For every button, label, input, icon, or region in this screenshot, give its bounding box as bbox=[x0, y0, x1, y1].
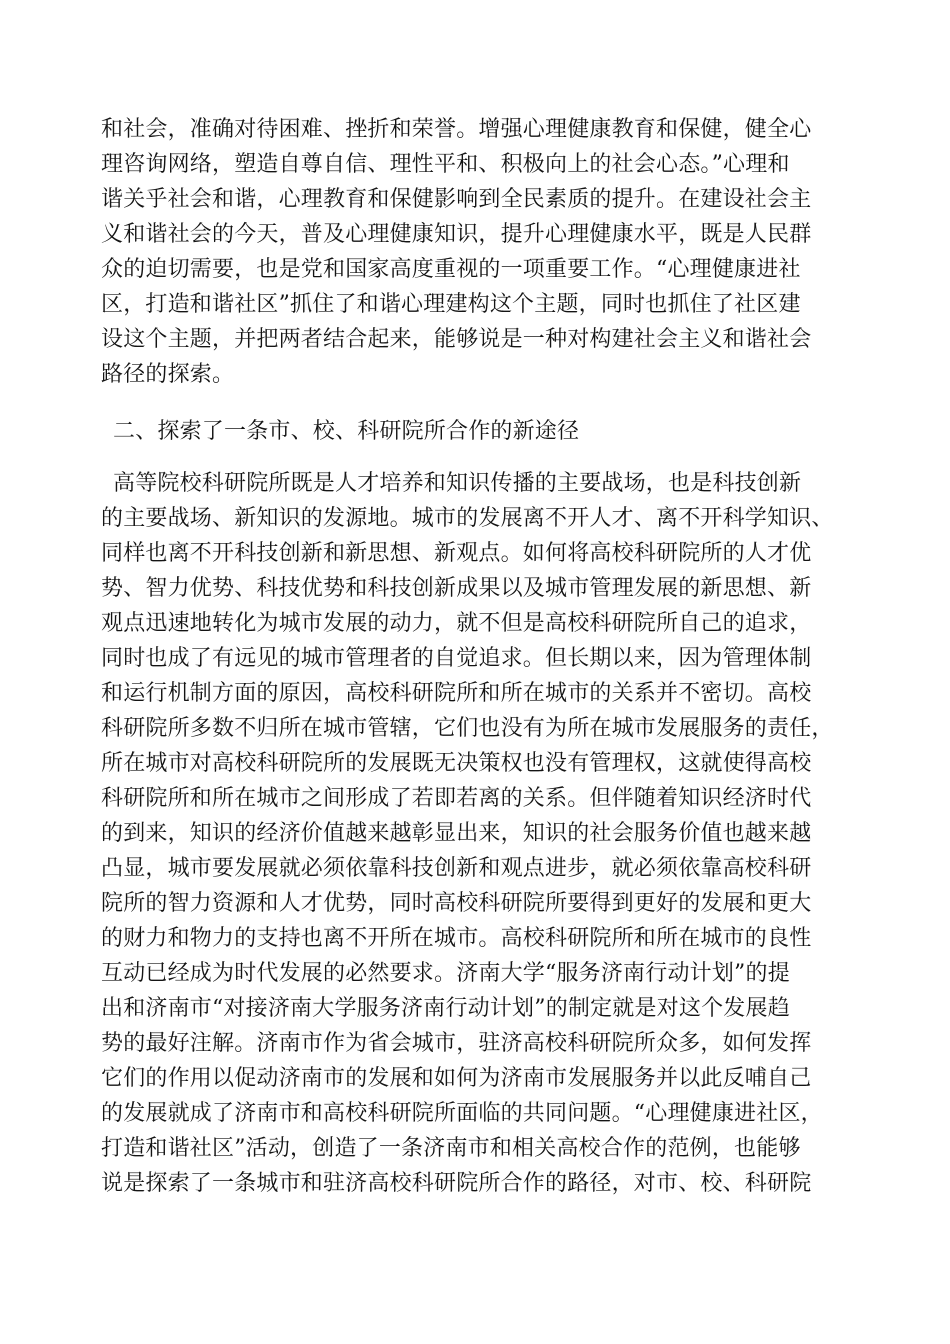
text-line: 科研院所和所在城市之间形成了若即若离的关系。但伴随着知识经济时代 bbox=[101, 786, 812, 811]
text-line: 同样也离不开科技创新和新思想、新观点。如何将高校科研院所的人才优 bbox=[101, 541, 812, 566]
text-line: 和运行机制方面的原因，高校科研院所和所在城市的关系并不密切。高校 bbox=[101, 681, 812, 706]
text-line: 院所的智力资源和人才优势，同时高校科研院所要得到更好的发展和更大 bbox=[101, 891, 812, 916]
text-line: 所在城市对高校科研院所的发展既无决策权也没有管理权，这就使得高校 bbox=[101, 751, 812, 776]
text-line: 打造和谐社区”活动，创造了一条济南市和相关高校合作的范例，也能够 bbox=[101, 1136, 801, 1161]
text-line: 势、智力优势、科技优势和科技创新成果以及城市管理发展的新思想、新 bbox=[101, 576, 812, 601]
text-line: 设这个主题，并把两者结合起来，能够说是一种对构建社会主义和谐社会 bbox=[101, 327, 812, 352]
text-line: 理咨询网络，塑造自尊自信、理性平和、积极向上的社会心态。”心理和 bbox=[101, 152, 790, 177]
text-line: 的财力和物力的支持也离不开所在城市。高校科研院所和所在城市的良性 bbox=[101, 926, 812, 951]
text-line: 和社会，准确对待困难、挫折和荣誉。增强心理健康教育和保健，健全心 bbox=[101, 117, 812, 142]
text-line: 观点迅速地转化为城市发展的动力，就不但是高校科研院所自己的追求， bbox=[101, 611, 812, 636]
text-line: 说是探索了一条城市和驻济高校科研院所合作的路径，对市、校、科研院 bbox=[101, 1171, 812, 1196]
text-line: 的主要战场、新知识的发源地。城市的发展离不开人才、离不开科学知识、 bbox=[101, 506, 834, 531]
text-line: 的到来，知识的经济价值越来越彰显出来，知识的社会服务价值也越来越 bbox=[101, 821, 812, 846]
text-line: 它们的作用以促动济南市的发展和如何为济南市发展服务并以此反哺自己 bbox=[101, 1066, 812, 1091]
text-line: 路径的探索。 bbox=[101, 362, 235, 387]
text-line: 凸显，城市要发展就必须依靠科技创新和观点进步，就必须依靠高校科研 bbox=[101, 856, 812, 881]
text-line: 谐关乎社会和谐，心理教育和保健影响到全民素质的提升。在建设社会主 bbox=[101, 187, 812, 212]
text-line: 科研院所多数不归所在城市管辖，它们也没有为所在城市发展服务的责任， bbox=[101, 716, 834, 741]
text-line: 高等院校科研院所既是人才培养和知识传播的主要战场，也是科技创新 bbox=[113, 471, 802, 496]
section-heading: 二、探索了一条市、校、科研院所合作的新途径 bbox=[113, 419, 580, 444]
text-line: 互动已经成为时代发展的必然要求。济南大学“服务济南行动计划”的提 bbox=[101, 961, 790, 986]
text-line: 出和济南市“对接济南大学服务济南行动计划”的制定就是对这个发展趋 bbox=[101, 996, 790, 1021]
text-line: 同时也成了有远见的城市管理者的自觉追求。但长期以来，因为管理体制 bbox=[101, 646, 812, 671]
text-line: 区，打造和谐社区”抓住了和谐心理建构这个主题，同时也抓住了社区建 bbox=[101, 292, 801, 317]
text-line: 的发展就成了济南市和高校科研院所面临的共同问题。“心理健康进社区， bbox=[101, 1101, 823, 1126]
text-line: 势的最好注解。济南市作为省会城市，驻济高校科研院所众多，如何发挥 bbox=[101, 1031, 812, 1056]
text-line: 义和谐社会的今天，普及心理健康知识，提升心理健康水平，既是人民群 bbox=[101, 222, 812, 247]
text-line: 众的迫切需要，也是党和国家高度重视的一项重要工作。“心理健康进社 bbox=[101, 257, 801, 282]
